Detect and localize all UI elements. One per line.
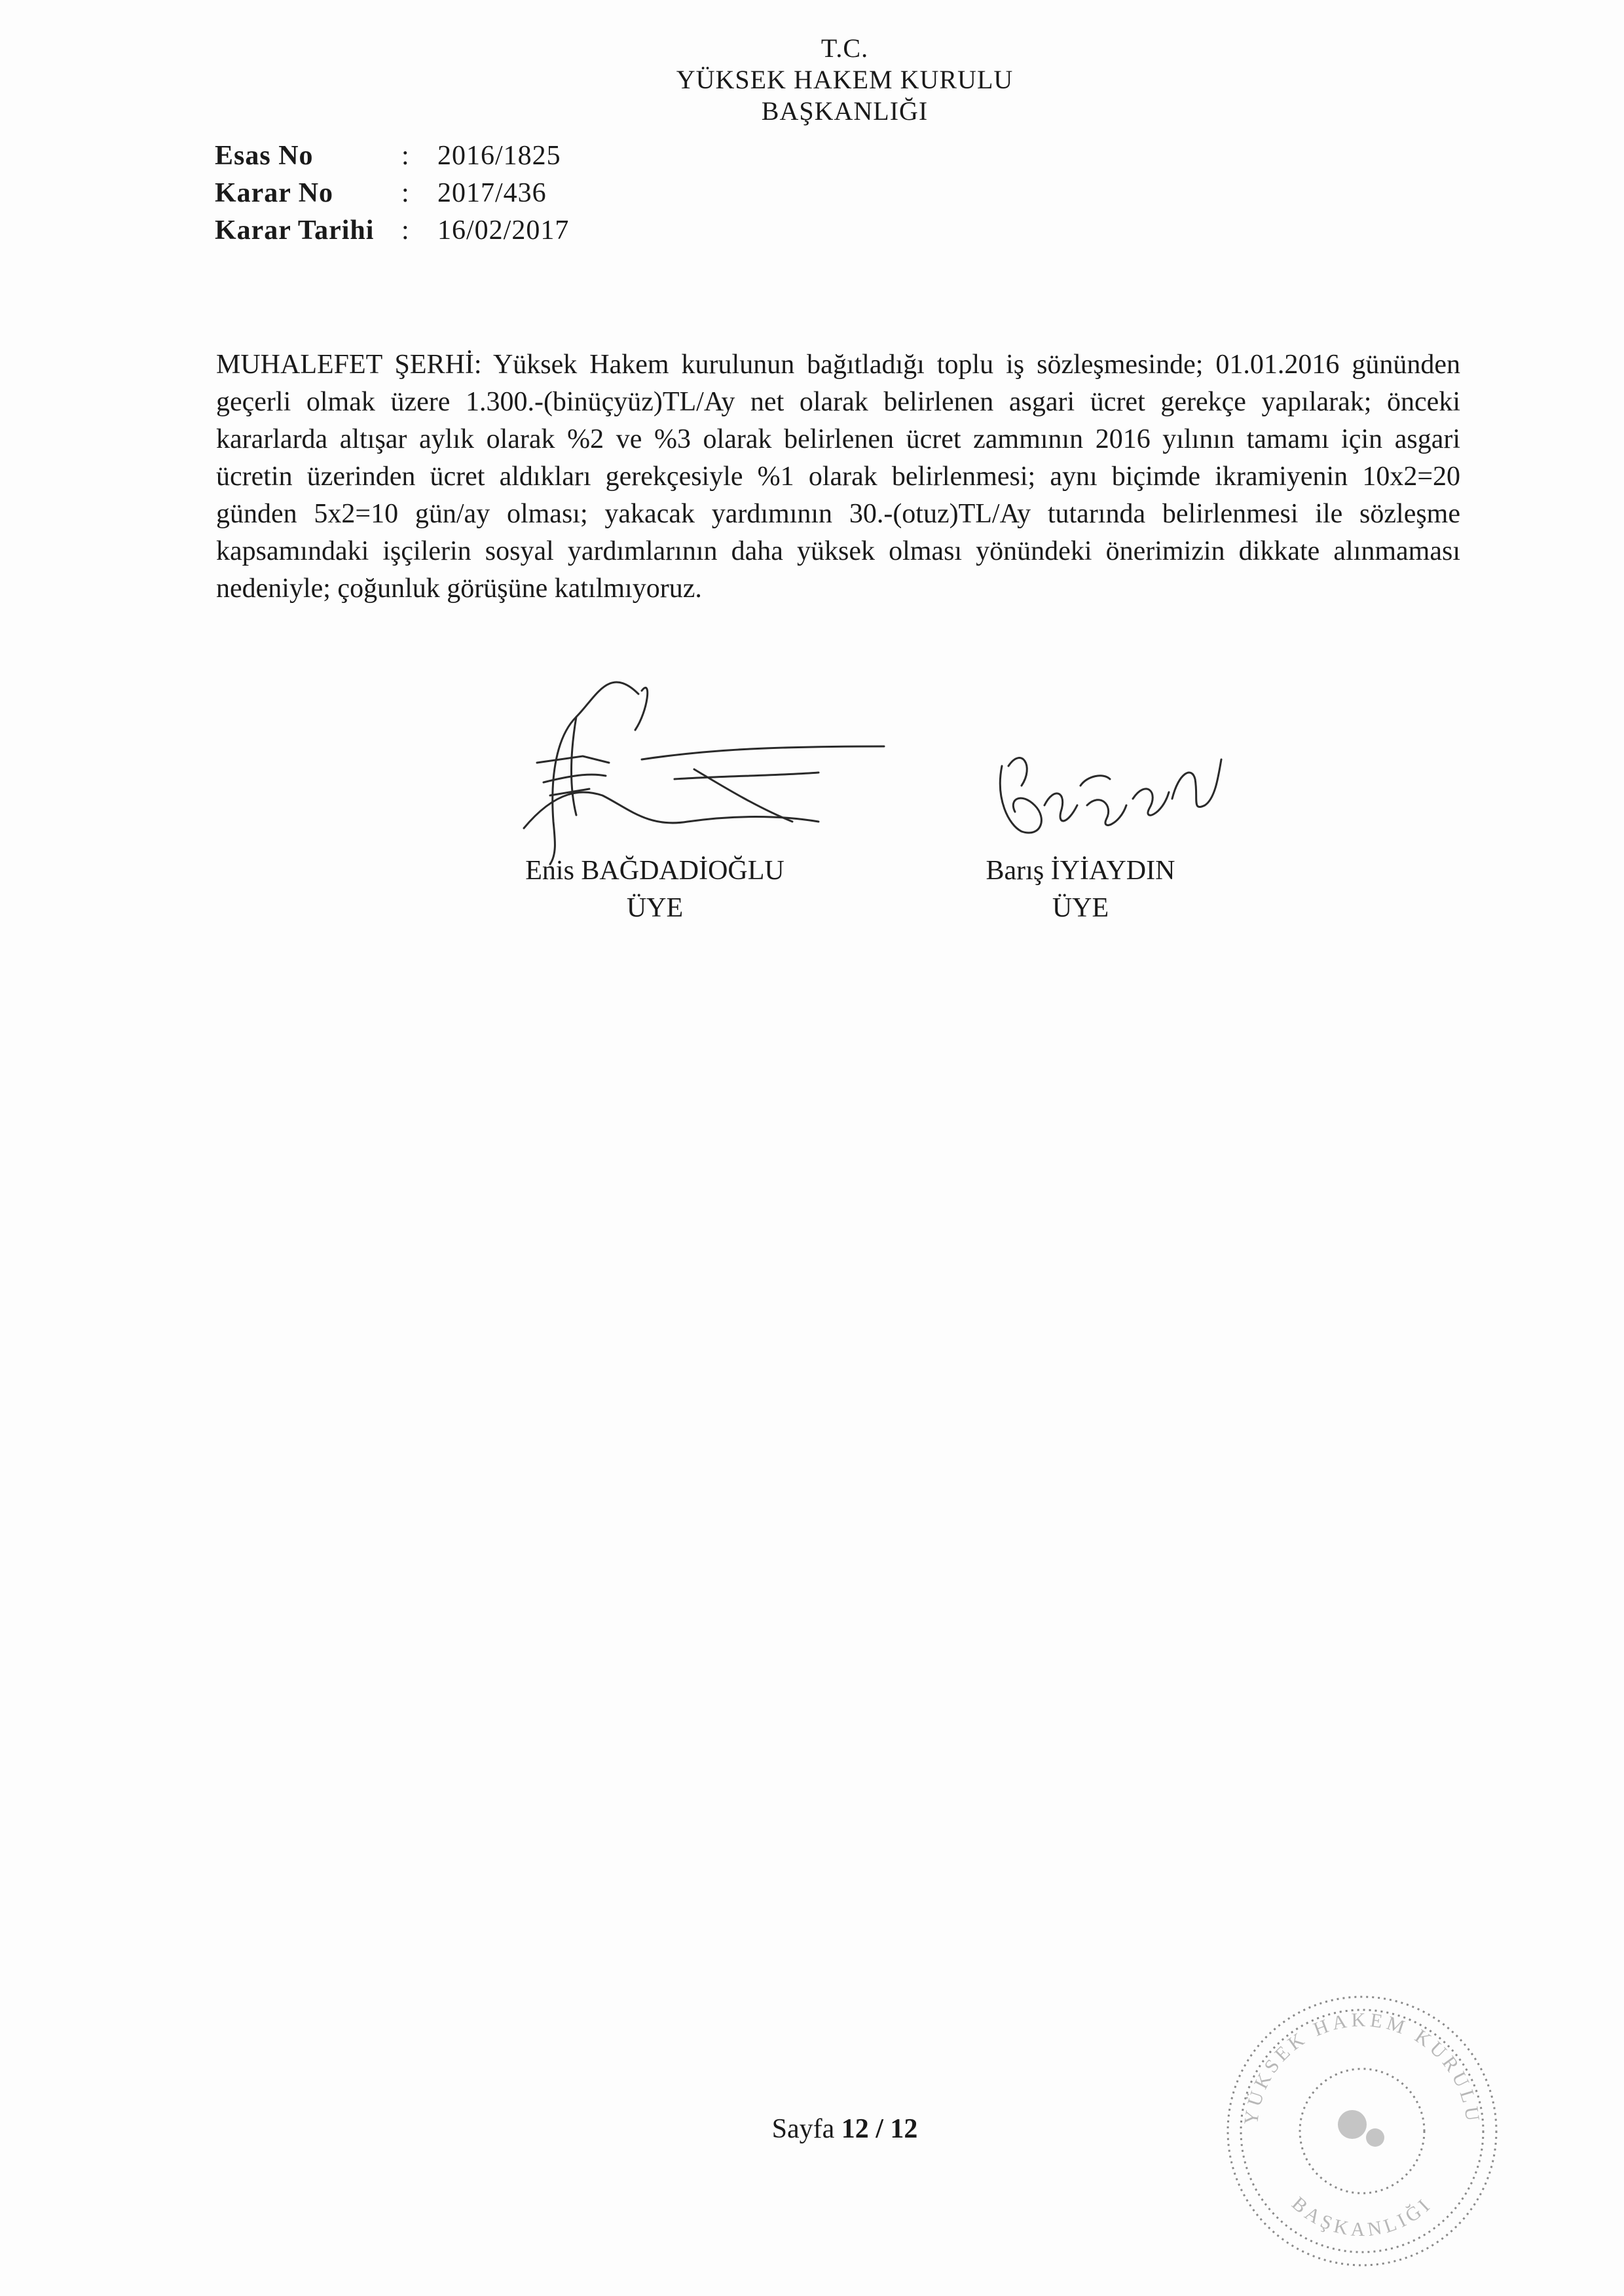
- signer-2: [943, 852, 1218, 927]
- meta-row-tarih: [215, 212, 569, 249]
- signature-2-image: [982, 727, 1244, 858]
- meta-colon: :: [401, 215, 409, 246]
- header-line-3: BAŞKANLIĞI: [761, 96, 929, 126]
- signer-name: Barış İYİAYDIN: [986, 856, 1175, 886]
- meta-row-karar: [215, 175, 569, 212]
- meta-label: Karar Tarihi: [215, 215, 375, 246]
- stamp-text-bottom: BAŞKANLIĞI: [1287, 2193, 1437, 2241]
- svg-text:YÜKSEK HAKEM KURULU: [1240, 2009, 1484, 2126]
- signer-title: ÜYE: [626, 893, 684, 923]
- meta-value: 2016/1825: [437, 141, 561, 171]
- document-header: [616, 33, 1074, 127]
- signature-1-image: [478, 658, 950, 867]
- page-number: [720, 2113, 969, 2145]
- header-line-2: YÜKSEK HAKEM KURULU: [676, 65, 1014, 94]
- case-meta: [215, 137, 569, 249]
- signer-1: [485, 852, 825, 927]
- stamp-text-top: YÜKSEK HAKEM KURULU: [1240, 2009, 1485, 2126]
- signer-name: Enis BAĞDADİOĞLU: [525, 856, 784, 886]
- meta-label: Karar No: [215, 178, 334, 208]
- header-line-1: T.C.: [821, 33, 869, 63]
- official-stamp: [1218, 1987, 1506, 2275]
- svg-text:BAŞKANLIĞI: [1287, 2193, 1437, 2240]
- meta-colon: :: [401, 178, 409, 208]
- signer-title: ÜYE: [1052, 893, 1109, 923]
- meta-colon: :: [401, 141, 409, 171]
- meta-label: Esas No: [215, 141, 314, 171]
- meta-row-esas: [215, 137, 569, 175]
- meta-value: 2017/436: [437, 178, 547, 208]
- page-number-prefix: Sayfa: [771, 2114, 835, 2144]
- dissent-paragraph: MUHALEFET ŞERHİ: Yüksek Hakem kurulunun bağıtladığı toplu iş sözleşmesinde; 01.01.2016 gününden geçerli olmak üzere 1.300.-(binüçyüz)TL/Ay net olarak belirlenen asgari ücret gerekçe yapılarak; önceki kararlarda altışar aylık olarak %2 ve %3 olarak belirlenen ücret zammının 2016 yılının tamamı için asgari ücretin üzerinden ücret aldıkları gerekçesiyle %1 olarak belirlenmesi; aynı biçimde ikramiyenin 10x2=20 günden 5x2=10 gün/ay olması; yakacak yardımının 30.-(otuz)TL/Ay tutarında belirlenmesi ile sözleşme kapsamındaki işçilerin sosyal yardımlarının daha yüksek olması yönündeki önerimizin dikkate alınmaması nedeniyle; çoğunluk görüşüne katılmıyoruz.: [216, 350, 1460, 604]
- page-number-value: 12 / 12: [841, 2114, 918, 2144]
- meta-value: 16/02/2017: [437, 215, 570, 246]
